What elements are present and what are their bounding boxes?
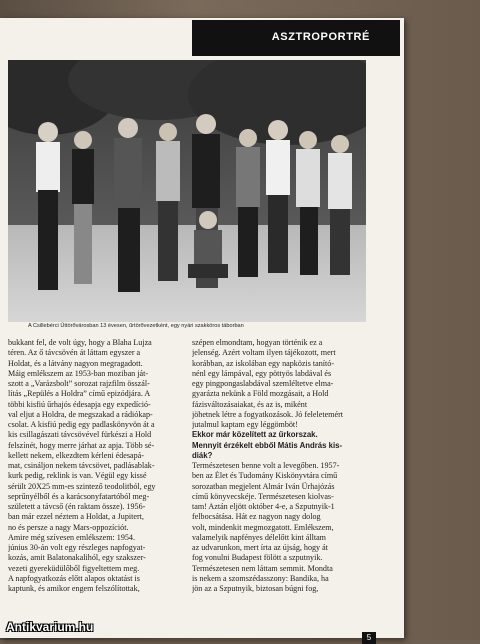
text-line: Amire még szívesen emlékszem: 1954. — [8, 532, 135, 542]
text-line: tam! Aztán eljött október 4-e, a Szputnyik-1 — [192, 502, 335, 511]
question-line: diák? — [192, 450, 213, 460]
text-line: gyarázta nekünk a Föld mozgásait, a Hold — [192, 389, 329, 399]
text-line: fázisváltozásaiakat, és az is, miként — [192, 399, 308, 409]
text-line: val eljut a Holdra, de megszakad a rádiókap- — [8, 409, 153, 419]
text-line: ben az Élet és Tudomány Kiskönyvtára című — [192, 471, 338, 481]
article-column-right — [192, 338, 365, 594]
section-header — [192, 20, 400, 56]
magazine-page — [0, 18, 404, 642]
question-line: Mennyit érzékelt ebből Mátis András kis- — [192, 440, 343, 450]
photo-caption: A Csillebérci Úttörővárosban 13 évesen, űrtörővezetként, egy nyári szakköros táborban — [28, 323, 244, 329]
text-line: kellett nekem, elkezdtem kérleni édesapá- — [8, 450, 144, 460]
text-line: június 30-án volt egy részleges napfogyat- — [8, 543, 146, 552]
text-line: Természetesen benne volt a levegőben. 1957- — [192, 461, 340, 470]
section-title: ASZTROPORTRÉ — [271, 31, 370, 43]
group-photo — [8, 60, 366, 322]
watermark-logo: Antikvarium.hu — [6, 620, 94, 634]
text-line: téren. Az ő távcsövén át láttam egyszer a — [8, 348, 141, 358]
text-line: született a távcső (én raktam össze). 1956- — [8, 502, 146, 511]
text-line: szott a „Varázsbolt” sorozat rajzfilm összál- — [8, 379, 150, 388]
text-line: vezeti gyereküdülőből figyeltettem meg. — [8, 563, 140, 573]
text-line: lítás „Repülés a Holdra” című epizódjára. A — [8, 389, 151, 399]
text-line: jutalmul kaptam egy léggömböt! — [192, 420, 298, 429]
text-line: fog vonulni Budapest fölött a szputnyik. — [192, 553, 323, 563]
text-line: az udvarunkon, mert írta az újság, hogy át — [192, 543, 328, 552]
text-line: kis csillagászati távcsövével fürkészi a Hold — [8, 430, 152, 440]
text-line: egy pingpongaslabdával szemléltetve elma- — [192, 379, 334, 388]
page-number: 5 — [362, 632, 376, 644]
text-line: no és persze a nagy Mars-oppozíciót. — [8, 522, 129, 532]
text-line: Természetesen nem láttam semmit. Mondta — [192, 563, 333, 573]
text-line: felszínét, hogy merre járhat az apja. Több sé- — [8, 440, 155, 450]
text-line: is nekem a szomszédasszony: Bandika, ha — [192, 573, 329, 583]
text-line: többi kisfiú űrhajós édesapja egy expedíció- — [8, 399, 151, 409]
text-line: jöhetnek létre a fogyatkozások. Jó feleletemért — [192, 409, 344, 419]
text-line: kaptunk, és amikor engem felszólítottak, — [8, 584, 140, 593]
text-line: felbocsátása. Hát ez nagyon nagy dolog — [192, 512, 321, 522]
text-line: mat, csináljon nekem távcsövet, padlásablak- — [8, 461, 155, 470]
text-line: Máig emlékszem az 1953-ban moziban ját- — [8, 368, 149, 378]
text-line: Holdat, és a látvány nagyon megragadott. — [8, 358, 143, 368]
left-paragraph — [8, 338, 181, 594]
text-line: jelenség. Azért voltam ilyen tájékozott, mert — [192, 348, 336, 358]
text-line: valamelyik napfényes délelőtt kint álltam — [192, 532, 326, 542]
right-paragraph-1 — [192, 338, 365, 430]
text-line: kurk pedig, reklink is van. Végül egy kissé — [8, 471, 147, 481]
article-column-left — [8, 338, 181, 594]
text-line: korábban, az iskolában egy napközis tanító- — [192, 358, 335, 368]
right-paragraph-2 — [192, 461, 365, 594]
group-photo-image — [8, 60, 366, 322]
interview-question — [192, 430, 365, 461]
text-line: volt, mindenkit megmozgatott. Emlékszem, — [192, 522, 334, 532]
text-line: ban már ezzel néztem a Holdat, a Jupitert, — [8, 512, 144, 522]
text-line: A napfogyatkozás előtt alapos oktatást is — [8, 573, 140, 583]
text-line: sorozatban megjelent Almár Iván Űrhajózás — [192, 481, 335, 491]
text-line: csolat. A kisfiú pedig egy padlaskönyvön át a — [8, 420, 155, 429]
text-line: kozás, amit Balatonakalihól, egy szakszer- — [8, 553, 146, 563]
text-line: című könyvecskéje. Természetesen kiolvas- — [192, 491, 334, 501]
text-line: jön az a Szputnyik, biztosan búgni fog, — [192, 584, 319, 593]
text-line: bukkant fel, de volt úgy, hogy a Blaha Lujza — [8, 338, 152, 347]
text-line: seprűnyélből és a karácsonyfatartóból meg- — [8, 491, 150, 501]
question-line: Ekkor már közelített az űrkorszak. — [192, 430, 318, 440]
text-line: nénl egy lámpával, egy pöttyös labdával és — [192, 368, 332, 378]
text-line: szépen elmondtam, hogyan történik ez a — [192, 338, 323, 347]
text-line: sérült 20X25 mm-es szintező teodolitból, egy — [8, 481, 156, 491]
